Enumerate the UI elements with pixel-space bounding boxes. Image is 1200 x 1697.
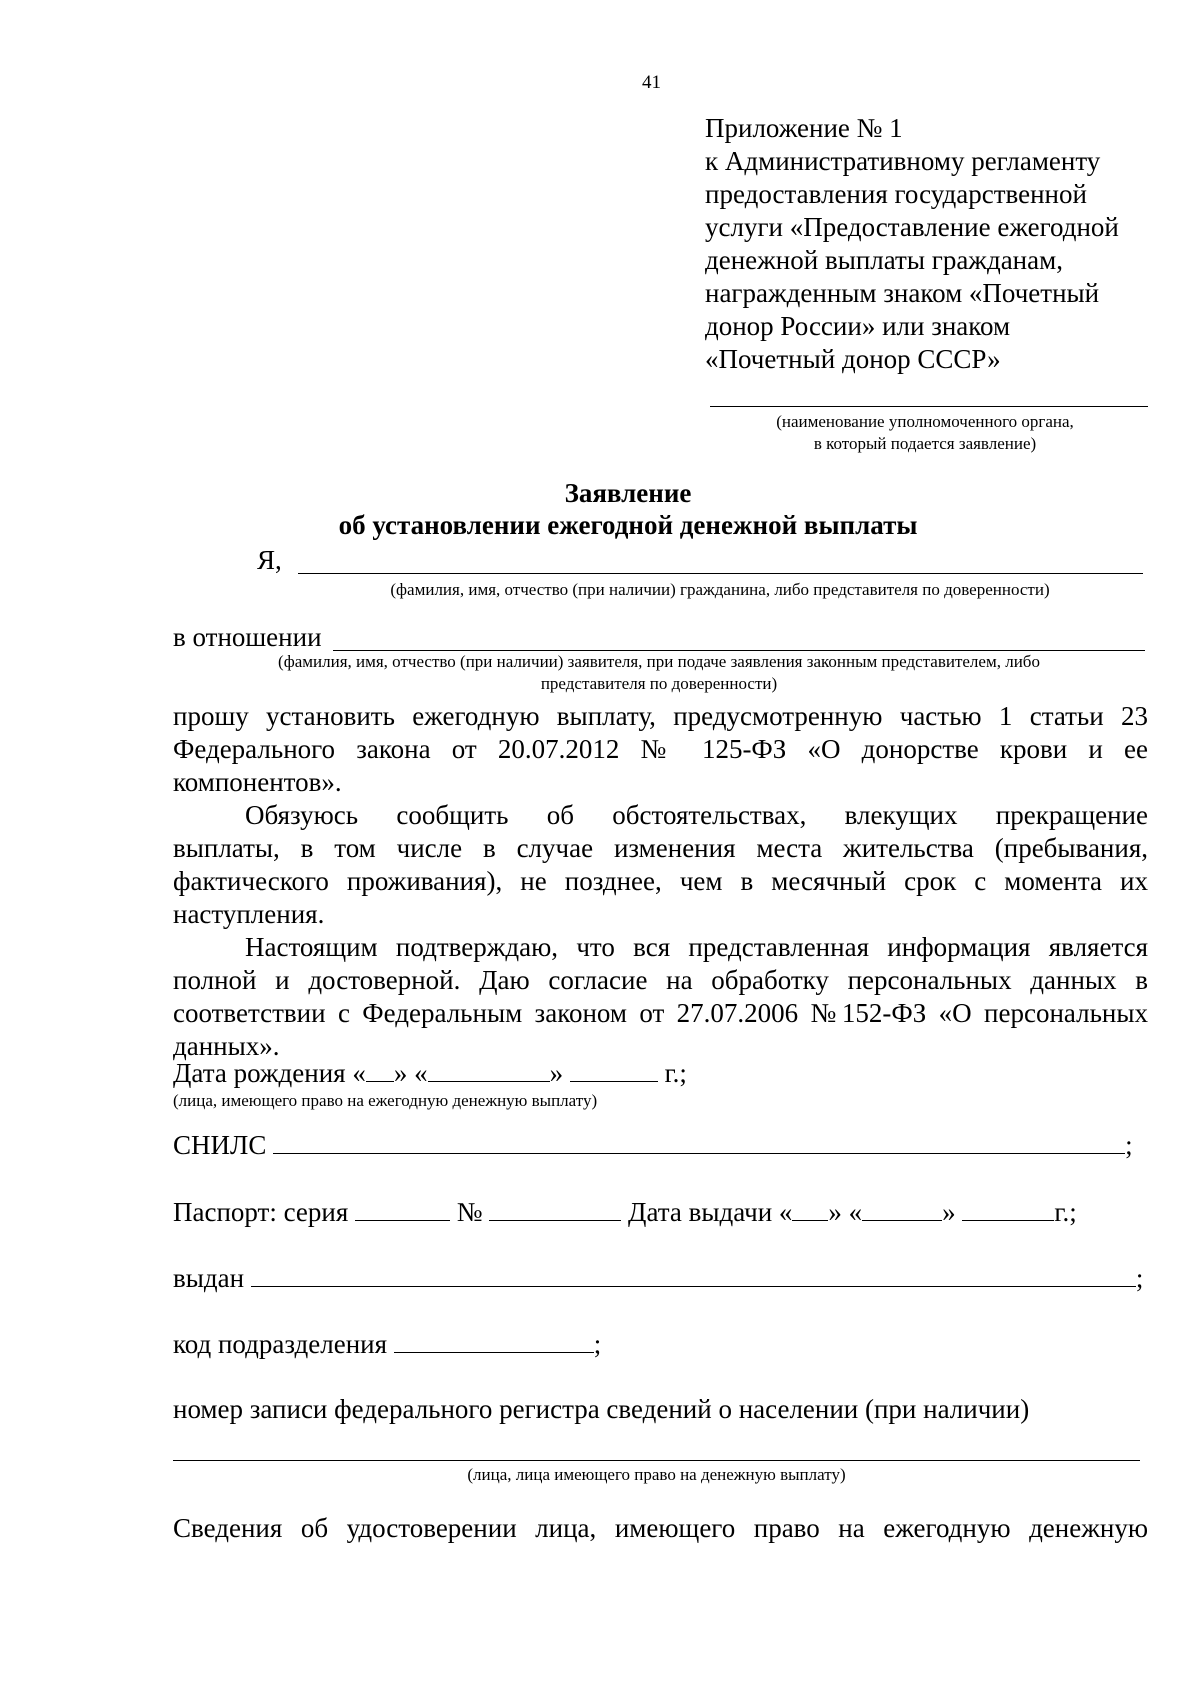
- birth-date-label: Дата рождения «: [173, 1058, 366, 1088]
- paragraph-line: фактического проживания), не позднее, чем в месячный срок с момента их: [173, 866, 1148, 896]
- registry-caption: (лица, лица имеющего право на денежную выплату): [467, 1465, 846, 1484]
- appendix-header: [705, 112, 1119, 376]
- appendix-line: денежной выплаты гражданам,: [705, 245, 1063, 275]
- passport-issue-year-field[interactable]: [962, 1198, 1054, 1221]
- snils-end: ;: [1125, 1130, 1133, 1160]
- appendix-line: награжденным знаком «Почетный: [705, 278, 1100, 308]
- division-code-end: ;: [593, 1329, 602, 1359]
- certificate-info-line: Сведения об удостоверении лица, имеющего право на ежегодную денежную: [173, 1513, 1148, 1543]
- page-number: 41: [642, 72, 661, 93]
- document-subtitle: об установлении ежегодной денежной выплаты: [338, 510, 918, 540]
- paragraph-line: Обязуюсь сообщить об обстоятельствах, влекущих прекращение: [245, 800, 1148, 830]
- applicant-name-field[interactable]: [298, 548, 1143, 574]
- passport-row: [173, 1197, 1077, 1228]
- applicant-caption: (фамилия, имя, отчество (при наличии) гражданина, либо представителя по доверенности): [390, 580, 1050, 599]
- passport-issue-day-field[interactable]: [792, 1198, 828, 1221]
- passport-number-field[interactable]: [489, 1198, 621, 1221]
- birth-date-row: [173, 1058, 687, 1089]
- authority-name-field[interactable]: [710, 406, 1148, 407]
- passport-series-field[interactable]: [355, 1198, 450, 1221]
- passport-date-separator: » «: [828, 1197, 863, 1227]
- passport-year-suffix: г.;: [1054, 1197, 1077, 1227]
- paragraph-line: Федерального закона от 20.07.2012 № 125-ФЗ «О донорстве крови и ее: [173, 734, 1148, 764]
- birth-date-separator: » «: [393, 1058, 428, 1088]
- authority-caption: [690, 411, 1160, 455]
- request-paragraph: [173, 700, 1148, 1063]
- snils-label: СНИЛС: [173, 1130, 267, 1160]
- appendix-line: «Почетный донор СССР»: [705, 344, 1001, 374]
- snils-field[interactable]: [273, 1131, 1125, 1154]
- appendix-line: предоставления государственной: [705, 179, 1087, 209]
- paragraph-line: компонентов».: [173, 767, 342, 797]
- issued-by-row: [173, 1263, 1143, 1294]
- issued-by-field[interactable]: [251, 1264, 1136, 1287]
- paragraph-line: Настоящим подтверждаю, что вся представленная информация является: [245, 932, 1148, 962]
- regarding-caption-line: представителя по доверенности): [540, 674, 778, 693]
- passport-issue-date-label: Дата выдачи «: [628, 1197, 793, 1227]
- appendix-line: Приложение № 1: [705, 113, 903, 143]
- paragraph-line: полной и достоверной. Даю согласие на обработку персональных данных в: [173, 965, 1148, 995]
- applicant-prefix: Я,: [257, 545, 282, 575]
- paragraph-line: соответствии с Федеральным законом от 27.07.2006 №152-ФЗ «О персональных: [173, 998, 1148, 1028]
- birth-month-field[interactable]: [428, 1059, 550, 1082]
- birth-day-field[interactable]: [366, 1059, 394, 1082]
- regarding-caption: [173, 651, 1145, 695]
- birth-year-suffix: г.;: [664, 1058, 687, 1088]
- regarding-name-field[interactable]: [333, 625, 1145, 651]
- paragraph-line: прошу установить ежегодную выплату, предусмотренную частью 1 статьи 23: [173, 701, 1148, 731]
- birth-date-separator: »: [549, 1058, 564, 1088]
- passport-issue-month-field[interactable]: [862, 1198, 942, 1221]
- snils-row: [173, 1130, 1133, 1161]
- issued-by-label: выдан: [173, 1263, 245, 1293]
- division-code-label: код подразделения: [173, 1329, 388, 1359]
- authority-caption-line: в который подается заявление): [813, 434, 1037, 453]
- appendix-line: донор России» или знаком: [705, 311, 1011, 341]
- passport-series-label: Паспорт: серия: [173, 1197, 349, 1227]
- authority-caption-line: (наименование уполномоченного органа,: [776, 412, 1074, 431]
- issued-by-end: ;: [1135, 1263, 1144, 1293]
- appendix-line: к Административному регламенту: [705, 146, 1101, 176]
- passport-date-separator: »: [942, 1197, 956, 1227]
- registry-number-field[interactable]: [173, 1432, 1140, 1461]
- paragraph-line: наступления.: [173, 899, 325, 929]
- birth-year-field[interactable]: [570, 1059, 658, 1082]
- appendix-line: услуги «Предоставление ежегодной: [705, 212, 1119, 242]
- document-title: Заявление: [564, 478, 692, 508]
- birth-date-caption: (лица, имеющего право на ежегодную денежную выплату): [173, 1091, 598, 1110]
- regarding-prefix: в отношении: [173, 622, 322, 652]
- passport-number-label: №: [456, 1197, 483, 1227]
- paragraph-line: выплаты, в том числе в случае изменения места жительства (пребывания,: [173, 833, 1148, 863]
- division-code-row: [173, 1329, 601, 1360]
- division-code-field[interactable]: [394, 1330, 594, 1353]
- registry-label: номер записи федерального регистра сведений о населении (при наличии): [173, 1394, 1030, 1424]
- regarding-caption-line: (фамилия, имя, отчество (при наличии) заявителя, при подаче заявления законным представителем, либо: [278, 652, 1040, 671]
- paragraph-line: данных».: [173, 1031, 280, 1061]
